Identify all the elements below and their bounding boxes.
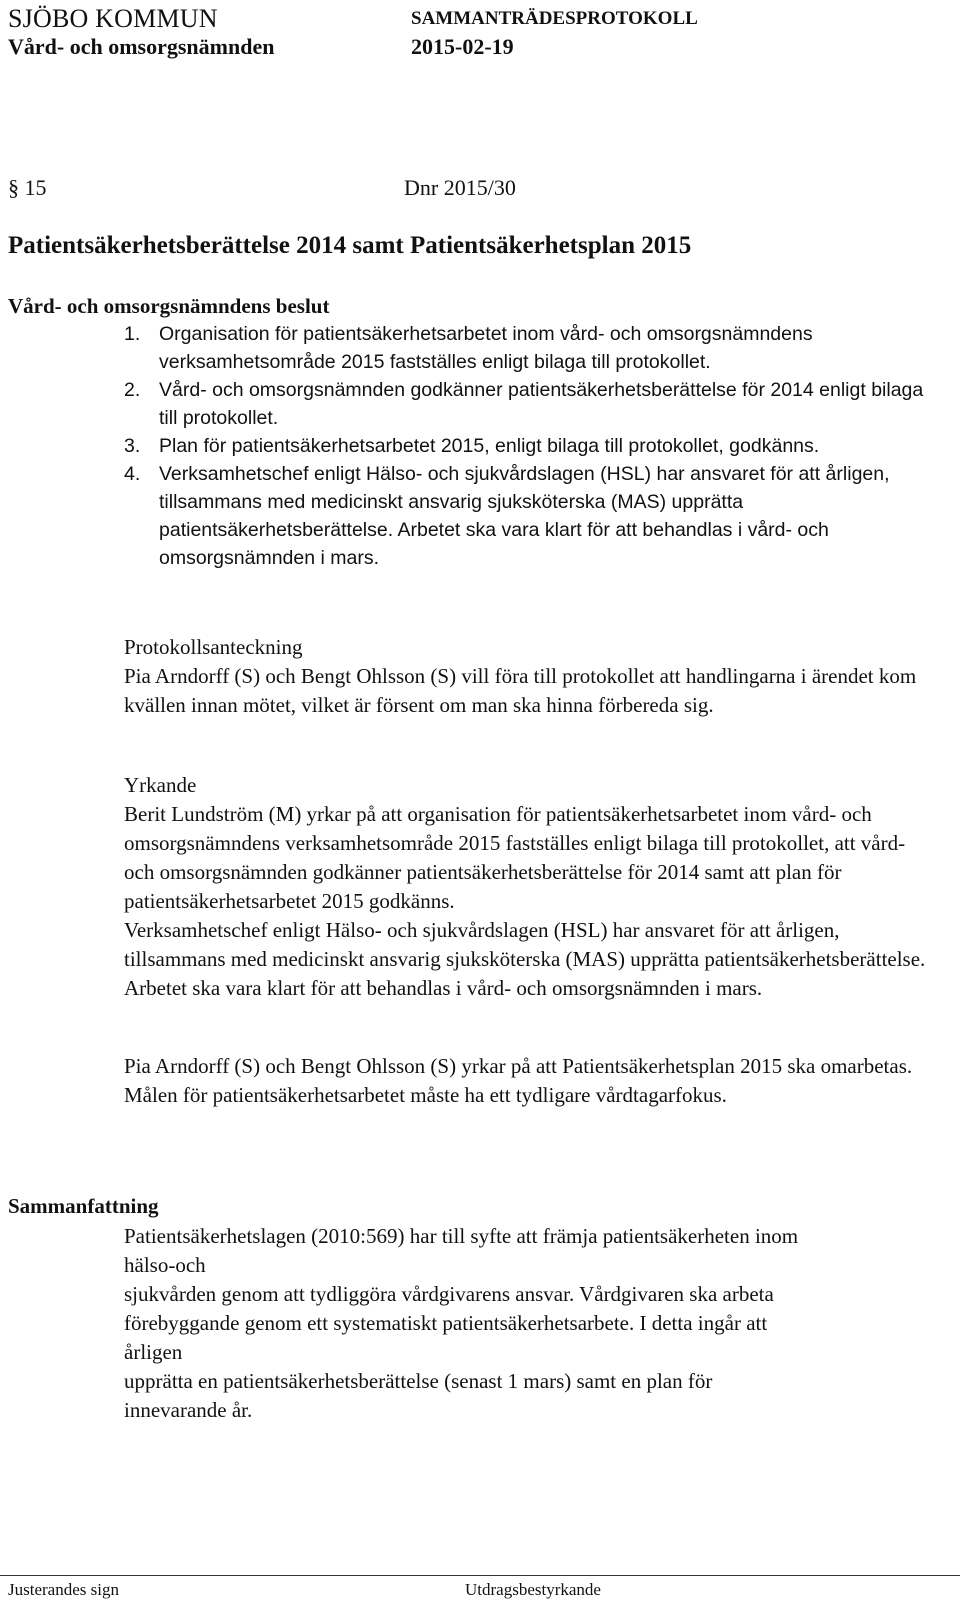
footer-divider [0,1575,960,1576]
motion-heading: Yrkande [124,773,197,797]
list-item [124,432,924,460]
case-number: Dnr 2015/30 [404,175,516,200]
summary-section [124,1222,934,1425]
motion-paragraph: Verksamhetschef enligt Hälso- och sjukvårdslagen (HSL) har ansvaret för att årligen, tillsammans med medicinskt ansvarig sjuksköterska (MAS) upprätta patientsäkerhetsberättelse. Arbetet ska vara klart för att behandlas i vård- och omsorgsnämnden i mars. [124,918,926,1000]
list-text: Organisation för patientsäkerhetsarbetet inom vård- och omsorgsnämndens verksamhetsområde 2015 fastställes enligt bilaga till protokollet. [159,323,813,373]
list-number: 3. [124,435,141,457]
summary-line: förebyggande genom ett systematiskt patientsäkerhetsarbete. I detta ingår att [124,1311,768,1335]
footer-sign-label: Justerandes sign [8,1580,119,1599]
motion-paragraph: Berit Lundström (M) yrkar på att organisation för patientsäkerhetsarbetet inom vård- och omsorgsnämndens verksamhetsområde 2015 fastställes enligt bilaga till protokollet, att vård- och omsorgsnämnden godkänner patientsäkerhetsberättelse för 2014 samt att plan för patientsäkerhetsarbetet 2015 godkänns. [124,802,906,913]
decision-heading: Vård- och omsorgsnämndens beslut [8,294,330,318]
list-number: 1. [124,323,141,345]
note-heading: Protokollsanteckning [124,635,303,659]
summary-line: innevarande år. [124,1398,253,1422]
list-item [124,460,924,572]
summary-line: Patientsäkerhetslagen (2010:569) har till syfte att främja patientsäkerheten inom [124,1224,799,1248]
summary-line: upprätta en patientsäkerhetsberättelse (senast 1 mars) samt en plan för [124,1369,713,1393]
meeting-date: 2015-02-19 [411,34,514,59]
document-type: SAMMANTRÄDESPROTOKOLL [411,8,698,29]
list-number: 2. [124,379,141,401]
summary-line: sjukvården genom att tydliggöra vårdgivarens ansvar. Vårdgivaren ska arbeta [124,1282,774,1306]
summary-line: årligen [124,1340,183,1364]
motion-section [124,771,934,1003]
organization-name: SJÖBO KOMMUN [8,4,218,33]
list-text: Vård- och omsorgsnämnden godkänner patientsäkerhetsberättelse för 2014 enligt bilaga till protokollet. [159,379,924,429]
board-name: Vård- och omsorgsnämnden [8,34,275,59]
list-item [124,376,924,432]
note-text: Pia Arndorff (S) och Bengt Ohlsson (S) vill föra till protokollet att handlingarna i ärendet kom kvällen innan mötet, vilket är försent om man ska hinna förbereda sig. [124,664,917,717]
motion-paragraph: Pia Arndorff (S) och Bengt Ohlsson (S) yrkar på att Patientsäkerhetsplan 2015 ska omarbetas. Målen för patientsäkerhetsarbetet måste ha ett tydligare vårdtagarfokus. [124,1054,913,1107]
list-number: 4. [124,463,141,485]
decision-list [124,320,924,572]
motion-section-2 [124,1052,934,1110]
list-text: Plan för patientsäkerhetsarbetet 2015, enligt bilaga till protokollet, godkänns. [159,435,820,457]
page-title: Patientsäkerhetsberättelse 2014 samt Patientsäkerhetsplan 2015 [8,232,692,259]
list-text: Verksamhetschef enligt Hälso- och sjukvårdslagen (HSL) har ansvaret för att årligen, tillsammans med medicinskt ansvarig sjuksköterska (MAS) upprätta patientsäkerhetsberättelse. Arbetet ska vara klart för att behandlas i vård- och omsorgsnämnden i mars. [159,463,890,569]
footer-certification-label: Utdragsbestyrkande [465,1580,601,1599]
paragraph-number: § 15 [8,175,47,200]
summary-line: hälso-och [124,1253,206,1277]
note-section [124,633,934,720]
summary-heading: Sammanfattning [8,1194,159,1218]
list-item [124,320,924,376]
